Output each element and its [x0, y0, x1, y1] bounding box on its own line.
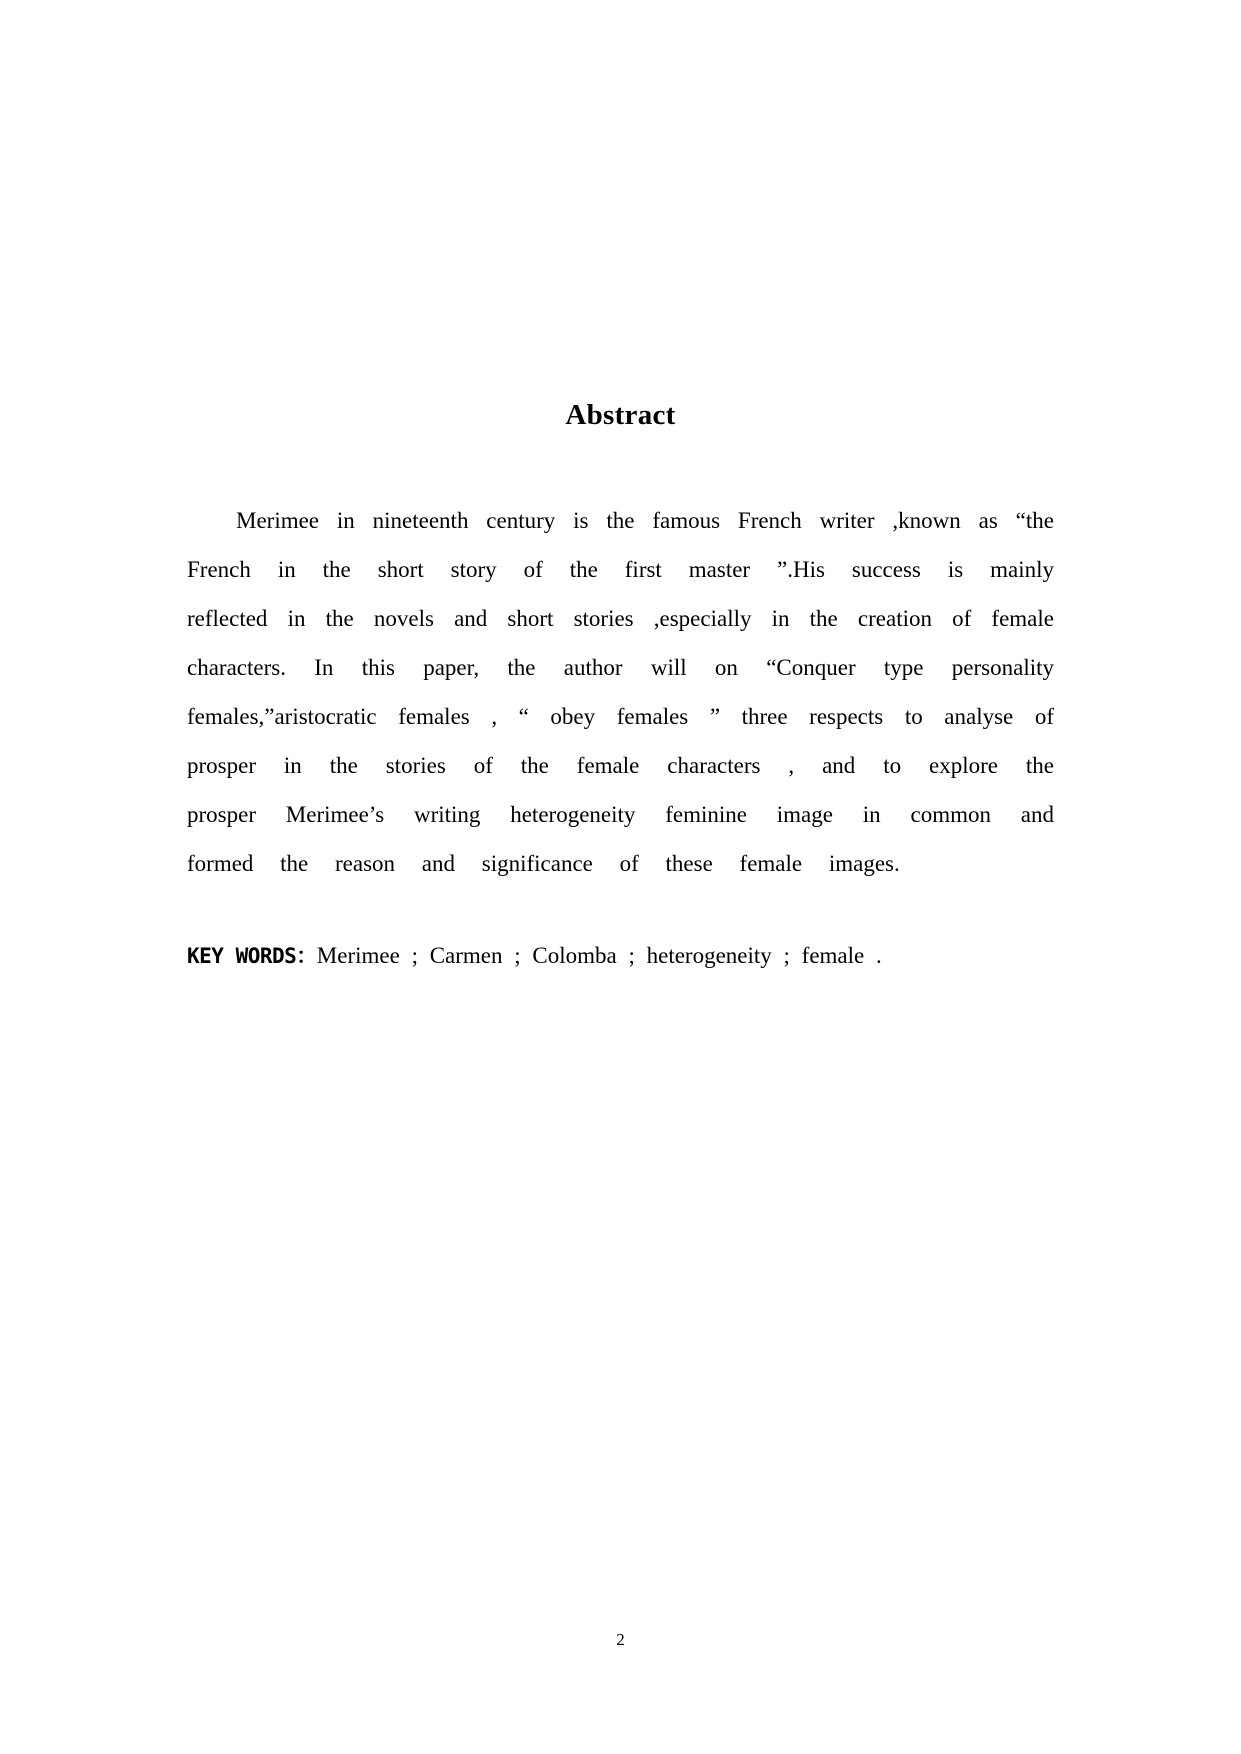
abstract-line: prosper in the stories of the female characters , and to explore the	[187, 753, 1054, 778]
abstract-line: Merimee in nineteenth century is the famous French writer ,known as “the	[236, 508, 1054, 533]
abstract-line: females,”aristocratic females , “ obey females ” three respects to analyse of	[187, 704, 1054, 729]
keywords-list: Merimee ; Carmen ; Colomba ; heterogeneity ; female .	[316, 943, 882, 968]
abstract-body	[187, 496, 1054, 888]
abstract-line: characters. In this paper, the author will on “Conquer type personality	[187, 655, 1054, 680]
abstract-line: formed the reason and significance of these female images.	[187, 851, 900, 876]
abstract-title: Abstract	[565, 399, 676, 431]
abstract-line: reflected in the novels and short stories ,especially in the creation of female	[187, 606, 1054, 631]
abstract-line: French in the short story of the first master ”.His success is mainly	[187, 557, 1054, 582]
abstract-line: prosper Merimee’s writing heterogeneity feminine image in common and	[187, 802, 1054, 827]
keywords-line	[187, 936, 882, 976]
page-number: 2	[616, 1630, 625, 1649]
keywords-label: KEY WORDS：	[187, 944, 317, 968]
